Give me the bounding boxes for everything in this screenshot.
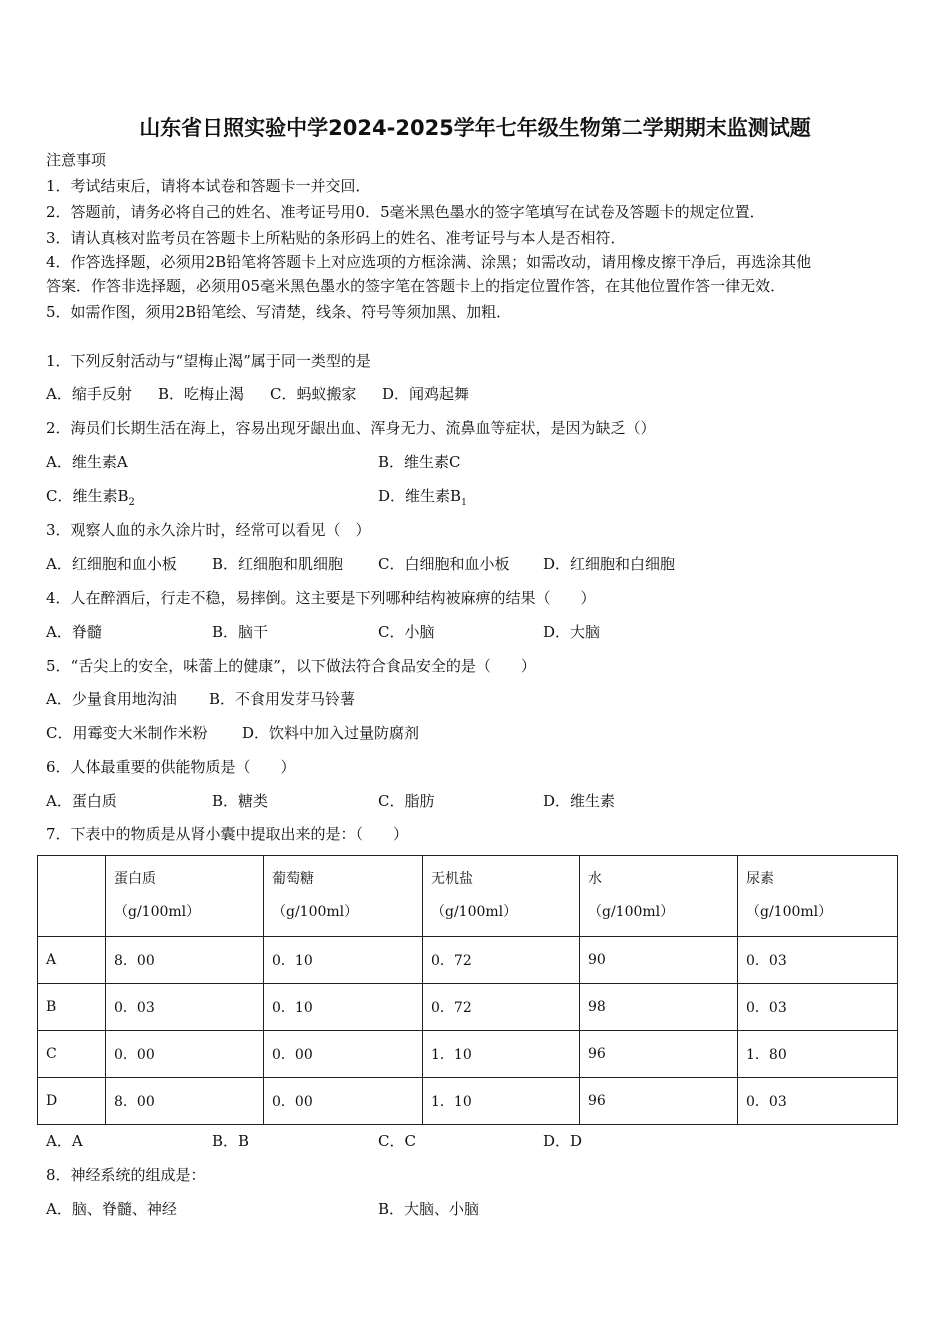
notice-item: 答案．作答非选择题，必须用05毫米黑色墨水的签字笔在答题卡上的指定位置作答，在其他位置作答一律无效． <box>46 277 786 295</box>
question-8-stem: 8．神经系统的组成是： <box>46 1166 206 1184</box>
table-cell: 0．03 <box>738 1078 898 1125</box>
question-7-stem: 7．下表中的物质是从肾小囊中提取出来的是：（ ） <box>46 825 409 843</box>
question-6-stem: 6．人体最重要的供能物质是（ ） <box>46 758 296 776</box>
q2-option-a: A．维生素A <box>46 453 128 471</box>
table-cell: 1．10 <box>423 1031 580 1078</box>
q1-option-d: D．闻鸡起舞 <box>382 385 470 403</box>
notice-item: 5．如需作图，须用2B铅笔绘、写清楚，线条、符号等须加黑、加粗． <box>46 303 512 321</box>
table-cell: 0．03 <box>738 937 898 984</box>
table-cell: 0．10 <box>264 984 423 1031</box>
q2-option-c: C．维生素$B_2$ <box>46 487 135 508</box>
q2-option-d: D．维生素$B_1$ <box>378 487 467 508</box>
table-cell: 0．10 <box>264 937 423 984</box>
q1-option-c: C．蚂蚁搬家 <box>270 385 357 403</box>
q3-option-b: B．红细胞和肌细胞 <box>212 555 344 573</box>
q7-option-c: C．C <box>378 1132 416 1150</box>
q6-option-b: B．糖类 <box>212 792 269 810</box>
table-cell: 1．80 <box>738 1031 898 1078</box>
q5-option-d: D．饮料中加入过量防腐剂 <box>242 724 420 742</box>
q7-data-table <box>37 855 898 1125</box>
table-cell: 90 <box>580 937 738 984</box>
q7-option-b: B．B <box>212 1132 250 1150</box>
q8-option-b: B．大脑、小脑 <box>378 1200 480 1218</box>
table-cell: 0．03 <box>106 984 264 1031</box>
table-row-label: A <box>38 937 106 984</box>
notice-item: 1．考试结束后，请将本试卷和答题卡一并交回． <box>46 177 371 195</box>
question-2-stem: 2．海员们长期生活在海上，容易出现牙龈出血、浑身无力、流鼻血等症状，是因为缺乏（） <box>46 419 656 437</box>
table-header-cell: 葡萄糖 （g/100ml） <box>264 856 423 937</box>
q7-option-d: D．D <box>543 1132 583 1150</box>
q3-option-c: C．白细胞和血小板 <box>378 555 510 573</box>
q7-option-a: A．A <box>46 1132 83 1150</box>
table-row <box>38 1078 898 1125</box>
page-title: 山东省日照实验中学2024-2025学年七年级生物第二学期期末监测试题 <box>139 116 811 140</box>
table-cell: 98 <box>580 984 738 1031</box>
table-cell: 96 <box>580 1078 738 1125</box>
table-row <box>38 1031 898 1078</box>
table-cell: 8．00 <box>106 937 264 984</box>
question-5-stem: 5．“舌尖上的安全，味蕾上的健康”，以下做法符合食品安全的是（ ） <box>46 657 536 675</box>
q4-option-b: B．脑干 <box>212 623 269 641</box>
table-row-label: C <box>38 1031 106 1078</box>
q5-option-c: C．用霉变大米制作米粉 <box>46 724 208 742</box>
table-cell: 1．10 <box>423 1078 580 1125</box>
table-cell: 0．03 <box>738 984 898 1031</box>
table-header-cell: 水 （g/100ml） <box>580 856 738 937</box>
notice-item: 2．答题前，请务必将自己的姓名、准考证号用0．5毫米黑色墨水的签字笔填写在试卷及答题卡的规定位置． <box>46 203 765 221</box>
q1-option-a: A．缩手反射 <box>46 385 132 403</box>
q5-option-a: A．少量食用地沟油 <box>46 690 177 708</box>
q4-option-d: D．大脑 <box>543 623 601 641</box>
notice-item: 3．请认真核对监考员在答题卡上所粘贴的条形码上的姓名、准考证号与本人是否相符． <box>46 229 626 247</box>
notice-item: 4．作答选择题，必须用2B铅笔将答题卡上对应选项的方框涂满、涂黑；如需改动，请用橡皮擦干净后，再选涂其他 <box>46 253 812 271</box>
question-4-stem: 4．人在醉酒后，行走不稳，易摔倒。这主要是下列哪种结构被麻痹的结果（ ） <box>46 589 596 607</box>
table-cell: 96 <box>580 1031 738 1078</box>
table-cell: 0．72 <box>423 937 580 984</box>
table-header-cell: 蛋白质 （g/100ml） <box>106 856 264 937</box>
table-cell: 0．00 <box>264 1031 423 1078</box>
q4-option-c: C．小脑 <box>378 623 435 641</box>
table-cell: 0．72 <box>423 984 580 1031</box>
q4-option-a: A．脊髓 <box>46 623 102 641</box>
q6-option-c: C．脂肪 <box>378 792 435 810</box>
table-header-cell: 无机盐 （g/100ml） <box>423 856 580 937</box>
q5-option-b: B．不食用发芽马铃薯 <box>209 690 356 708</box>
question-3-stem: 3．观察人血的永久涂片时，经常可以看见（ ） <box>46 521 371 539</box>
table-cell: 0．00 <box>264 1078 423 1125</box>
table-cell: 0．00 <box>106 1031 264 1078</box>
q8-option-a: A．脑、脊髓、神经 <box>46 1200 177 1218</box>
table-row-label: B <box>38 984 106 1031</box>
table-header-cell: 尿素 （g/100ml） <box>738 856 898 937</box>
table-header-row <box>38 856 898 937</box>
q6-option-d: D．维生素 <box>543 792 616 810</box>
table-row-label: D <box>38 1078 106 1125</box>
q3-option-d: D．红细胞和白细胞 <box>543 555 676 573</box>
q6-option-a: A．蛋白质 <box>46 792 117 810</box>
q2-option-b: B．维生素C <box>378 453 461 471</box>
q3-option-a: A．红细胞和血小板 <box>46 555 177 573</box>
table-row <box>38 984 898 1031</box>
question-1-stem: 1．下列反射活动与“望梅止渴”属于同一类型的是 <box>46 352 371 370</box>
q1-option-b: B．吃梅止渴 <box>158 385 245 403</box>
table-corner-cell <box>38 856 106 937</box>
table-cell: 8．00 <box>106 1078 264 1125</box>
table-row <box>38 937 898 984</box>
notice-heading: 注意事项 <box>46 151 107 169</box>
